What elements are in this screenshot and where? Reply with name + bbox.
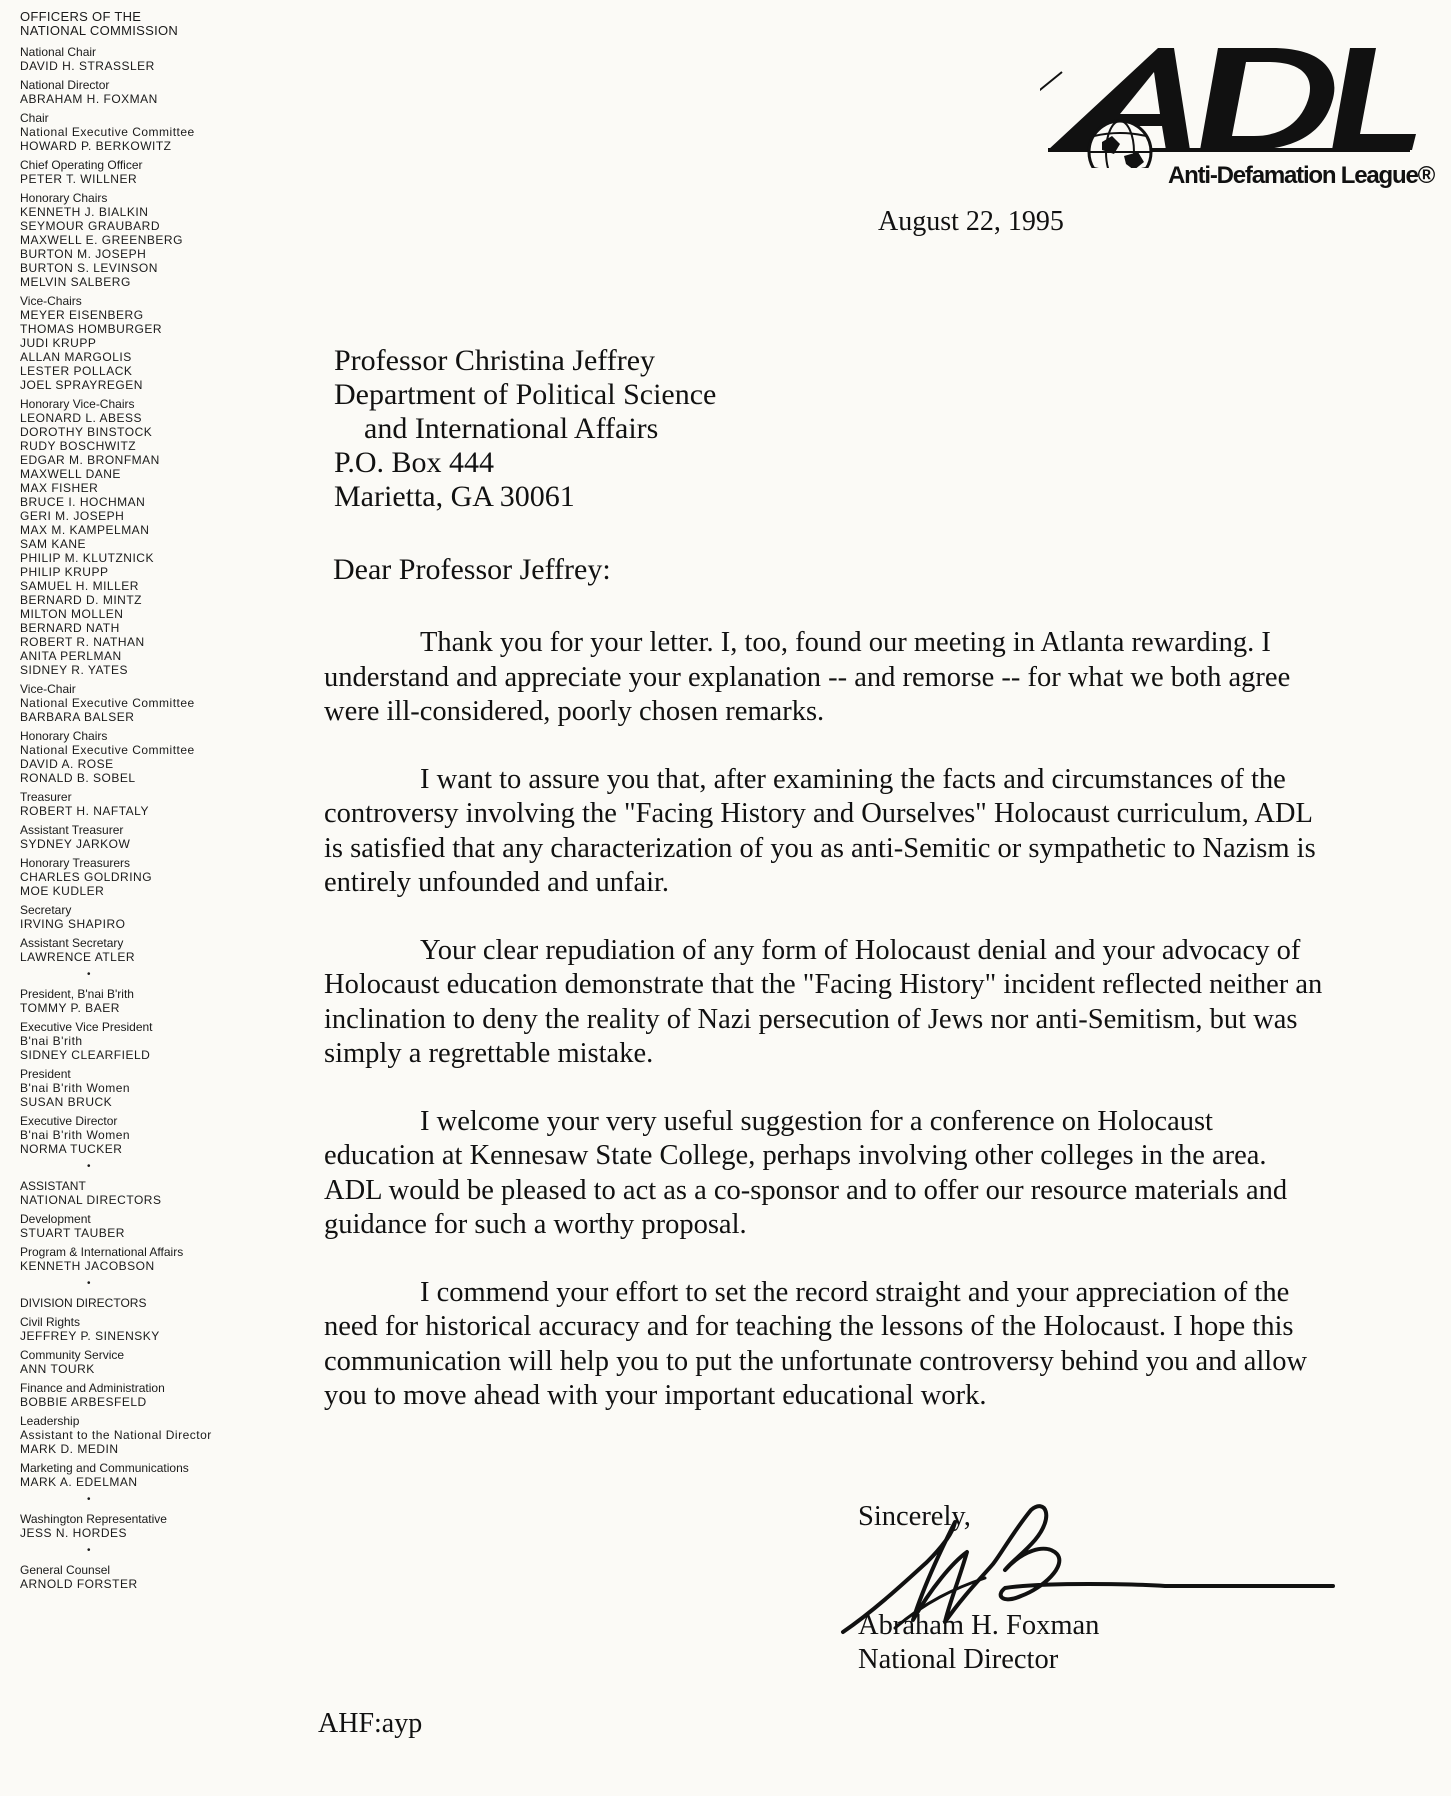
officer-title: President, B'nai B'rith <box>20 987 134 1001</box>
officer-name: PHILIP KRUPP <box>20 565 109 579</box>
officer-name: SAM KANE <box>20 537 87 551</box>
officer-name: GERI M. JOSEPH <box>20 509 125 523</box>
officer-name: STUART TAUBER <box>20 1226 125 1240</box>
body-paragraph: Your clear repudiation of any form of Holocaust denial and your advocacy of Holocaust education demonstrate that the "Facing History" incident reflected neither an inclination to deny the reality of Nazi persecution of Jews nor anti-Semitism, but was simply a regrettable mistake. <box>324 934 1323 1069</box>
handwritten-signature <box>835 1492 1335 1642</box>
officer-name: ANITA PERLMAN <box>20 649 122 663</box>
officer-name: BRUCE I. HOCHMAN <box>20 495 146 509</box>
officer-name: MEYER EISENBERG <box>20 308 144 322</box>
officer-group <box>20 397 235 677</box>
officer-group <box>20 987 235 1015</box>
officer-group <box>20 1381 235 1409</box>
officer-title: ASSISTANT <box>20 1179 86 1193</box>
salutation: Dear Professor Jeffrey: <box>333 553 611 586</box>
officer-name: BERNARD NATH <box>20 621 120 635</box>
address-line: and International Affairs <box>364 412 659 445</box>
officer-name: MARK A. EDELMAN <box>20 1475 138 1489</box>
body-paragraph: I want to assure you that, after examining the facts and circumstances of the controversy involving the "Facing History and Ourselves" Holocaust curriculum, ADL is satisfied that any characterization of you as anti-Semitic or sympathetic to Nazism is entirely unfounded and unfair. <box>324 763 1316 898</box>
officer-title: Honorary Treasurers <box>20 856 131 870</box>
officer-group <box>20 1461 235 1489</box>
address-line: Marietta, GA 30061 <box>334 480 575 513</box>
officer-name: EDGAR M. BRONFMAN <box>20 453 160 467</box>
officer-title: Assistant Treasurer <box>20 823 124 837</box>
officer-group <box>20 903 235 931</box>
officer-name: SEYMOUR GRAUBARD <box>20 219 161 233</box>
officer-title: DIVISION DIRECTORS <box>20 1296 147 1310</box>
officer-group <box>20 1114 235 1156</box>
officer-name: MOE KUDLER <box>20 884 105 898</box>
officer-group <box>20 1245 235 1273</box>
officer-name: JESS N. HORDES <box>20 1526 128 1540</box>
officer-name: MELVIN SALBERG <box>20 275 131 289</box>
officer-name: CHARLES GOLDRING <box>20 870 153 884</box>
address-line: P.O. Box 444 <box>334 446 495 479</box>
officer-title: Honorary Chairs <box>20 191 108 205</box>
globe-icon <box>1089 121 1151 168</box>
letter-body <box>324 626 1329 1447</box>
officer-title: Chair <box>20 111 49 125</box>
officer-group <box>20 1212 235 1240</box>
officer-title: Development <box>20 1212 91 1226</box>
officer-name: B'nai B'rith <box>20 1034 83 1048</box>
officer-name: MAX M. KAMPELMAN <box>20 523 150 537</box>
section-dot: • <box>87 1494 91 1505</box>
officer-title: Program & International Affairs <box>20 1245 184 1259</box>
officer-group <box>20 45 235 73</box>
officer-group <box>20 111 235 153</box>
officer-group <box>20 936 235 964</box>
officer-group <box>20 191 235 289</box>
officer-name: PETER T. WILLNER <box>20 172 138 186</box>
body-paragraph: I commend your effort to set the record straight and your appreciation of the need for historical accuracy and for teaching the lessons of the Holocaust. I hope this communication will help you to put the unfortunate controversy behind you and allow you to move ahead with your important educational work. <box>324 1276 1308 1411</box>
officer-name: RUDY BOSCHWITZ <box>20 439 137 453</box>
body-paragraph: I welcome your very useful suggestion for a conference on Holocaust education at Kennesaw State College, perhaps involving other colleges in the area. ADL would be pleased to act as a co-sponsor and to offer our resource materials and guidance for such a worthy proposal. <box>324 1105 1288 1240</box>
officer-name: JOEL SPRAYREGEN <box>20 378 143 392</box>
officer-name: MAXWELL DANE <box>20 467 121 481</box>
officer-group <box>20 823 235 851</box>
officer-name: National Executive Committee <box>20 696 195 710</box>
officer-name: LESTER POLLACK <box>20 364 133 378</box>
officer-name: BERNARD D. MINTZ <box>20 593 142 607</box>
adl-logo <box>1040 38 1450 198</box>
officer-title: National Chair <box>20 45 97 59</box>
adl-letters-mark <box>1040 38 1450 168</box>
officer-name: PHILIP M. KLUTZNICK <box>20 551 154 565</box>
officer-name: JUDI KRUPP <box>20 336 97 350</box>
officer-group <box>20 1563 235 1591</box>
officer-title: National Director <box>20 78 110 92</box>
officer-name: BURTON M. JOSEPH <box>20 247 147 261</box>
sidebar-header <box>20 10 235 38</box>
officer-name: NATIONAL DIRECTORS <box>20 1193 162 1207</box>
officer-title: Honorary Vice-Chairs <box>20 397 135 411</box>
officer-name: ALLAN MARGOLIS <box>20 350 132 364</box>
officer-title: Finance and Administration <box>20 1381 165 1395</box>
typist-initials: AHF:ayp <box>318 1708 423 1739</box>
officer-name: BOBBIE ARBESFELD <box>20 1395 147 1409</box>
officer-title: Vice-Chairs <box>20 294 82 308</box>
officer-name: ANN TOURK <box>20 1362 95 1376</box>
officer-title: Vice-Chair <box>20 682 76 696</box>
officer-group <box>20 294 235 392</box>
officer-group <box>20 78 235 106</box>
officer-name: MAXWELL E. GREENBERG <box>20 233 183 247</box>
sidebar-header-line: NATIONAL COMMISSION <box>20 23 179 38</box>
section-dot: • <box>87 1545 91 1556</box>
officer-name: SUSAN BRUCK <box>20 1095 113 1109</box>
officer-title: Secretary <box>20 903 72 917</box>
officer-title: Marketing and Communications <box>20 1461 189 1475</box>
officer-name: National Executive Committee <box>20 125 195 139</box>
officer-name: Assistant to the National Director <box>20 1428 212 1442</box>
officer-name: SYDNEY JARKOW <box>20 837 131 851</box>
officer-name: RONALD B. SOBEL <box>20 771 136 785</box>
section-dot: • <box>87 1161 91 1172</box>
body-paragraph: Thank you for your letter. I, too, found our meeting in Atlanta rewarding. I understand and appreciate your explanation -- and remorse -- for what we both agree were ill-considered, poorly chosen remarks. <box>324 627 1291 727</box>
officer-name: KENNETH JACOBSON <box>20 1259 155 1273</box>
officer-name: ARNOLD FORSTER <box>20 1577 138 1591</box>
officer-group <box>20 729 235 785</box>
officer-name: ROBERT R. NATHAN <box>20 635 145 649</box>
officer-group <box>20 1414 235 1456</box>
officer-title: President <box>20 1067 71 1081</box>
officer-name: LEONARD L. ABESS <box>20 411 143 425</box>
officers-sidebar <box>20 10 235 1596</box>
officer-title: General Counsel <box>20 1563 111 1577</box>
officer-title: Chief Operating Officer <box>20 158 143 172</box>
officer-name: KENNETH J. BIALKIN <box>20 205 149 219</box>
officer-name: MILTON MOLLEN <box>20 607 124 621</box>
officer-name: B'nai B'rith Women <box>20 1081 131 1095</box>
officer-name: THOMAS HOMBURGER <box>20 322 163 336</box>
recipient-address <box>334 344 716 514</box>
officer-title: Leadership <box>20 1414 80 1428</box>
logo-tagline: Anti-Defamation League® <box>1168 162 1435 189</box>
officer-name: ROBERT H. NAFTALY <box>20 804 149 818</box>
officer-name: MARK D. MEDIN <box>20 1442 119 1456</box>
officer-name: DAVID H. STRASSLER <box>20 59 155 73</box>
closing-salutation: Sincerely, <box>858 1501 971 1532</box>
officer-name: B'nai B'rith Women <box>20 1128 131 1142</box>
officer-name: BURTON S. LEVINSON <box>20 261 158 275</box>
officer-group <box>20 1348 235 1376</box>
officer-name: SIDNEY CLEARFIELD <box>20 1048 151 1062</box>
officer-title: Assistant Secretary <box>20 936 124 950</box>
officer-name: BARBARA BALSER <box>20 710 135 724</box>
officer-name: NORMA TUCKER <box>20 1142 123 1156</box>
officer-group <box>20 1512 235 1540</box>
signer-name: Abraham H. Foxman <box>858 1610 1100 1641</box>
officer-name: ABRAHAM H. FOXMAN <box>20 92 158 106</box>
officer-title: Treasurer <box>20 790 72 804</box>
officer-name: JEFFREY P. SINENSKY <box>20 1329 160 1343</box>
officer-group <box>20 790 235 818</box>
officer-group <box>20 158 235 186</box>
officer-group <box>20 1296 235 1310</box>
address-line: Department of Political Science <box>334 378 717 411</box>
letter-date: August 22, 1995 <box>878 206 1064 237</box>
officer-title: Civil Rights <box>20 1315 81 1329</box>
officer-name: DOROTHY BINSTOCK <box>20 425 153 439</box>
signer-title: National Director <box>858 1644 1059 1675</box>
officer-group <box>20 1179 235 1207</box>
officer-title: Honorary Chairs <box>20 729 108 743</box>
officer-title: Executive Director <box>20 1114 118 1128</box>
officer-name: SIDNEY R. YATES <box>20 663 128 677</box>
officer-name: HOWARD P. BERKOWITZ <box>20 139 172 153</box>
officer-name: IRVING SHAPIRO <box>20 917 126 931</box>
officer-name: TOMMY P. BAER <box>20 1001 120 1015</box>
section-dot: • <box>87 1278 91 1289</box>
officer-name: National Executive Committee <box>20 743 195 757</box>
officer-title: Community Service <box>20 1348 125 1362</box>
officer-name: SAMUEL H. MILLER <box>20 579 139 593</box>
officer-name: LAWRENCE ATLER <box>20 950 136 964</box>
officer-name: MAX FISHER <box>20 481 99 495</box>
officer-group <box>20 856 235 898</box>
officer-group <box>20 1067 235 1109</box>
officer-group <box>20 1315 235 1343</box>
officer-title: Washington Representative <box>20 1512 167 1526</box>
section-dot: • <box>87 969 91 980</box>
address-line: Professor Christina Jeffrey <box>334 344 656 377</box>
officer-group <box>20 682 235 724</box>
sidebar-header-line: OFFICERS OF THE <box>20 9 142 24</box>
officer-group <box>20 1020 235 1062</box>
officer-title: Executive Vice President <box>20 1020 153 1034</box>
officer-name: DAVID A. ROSE <box>20 757 114 771</box>
